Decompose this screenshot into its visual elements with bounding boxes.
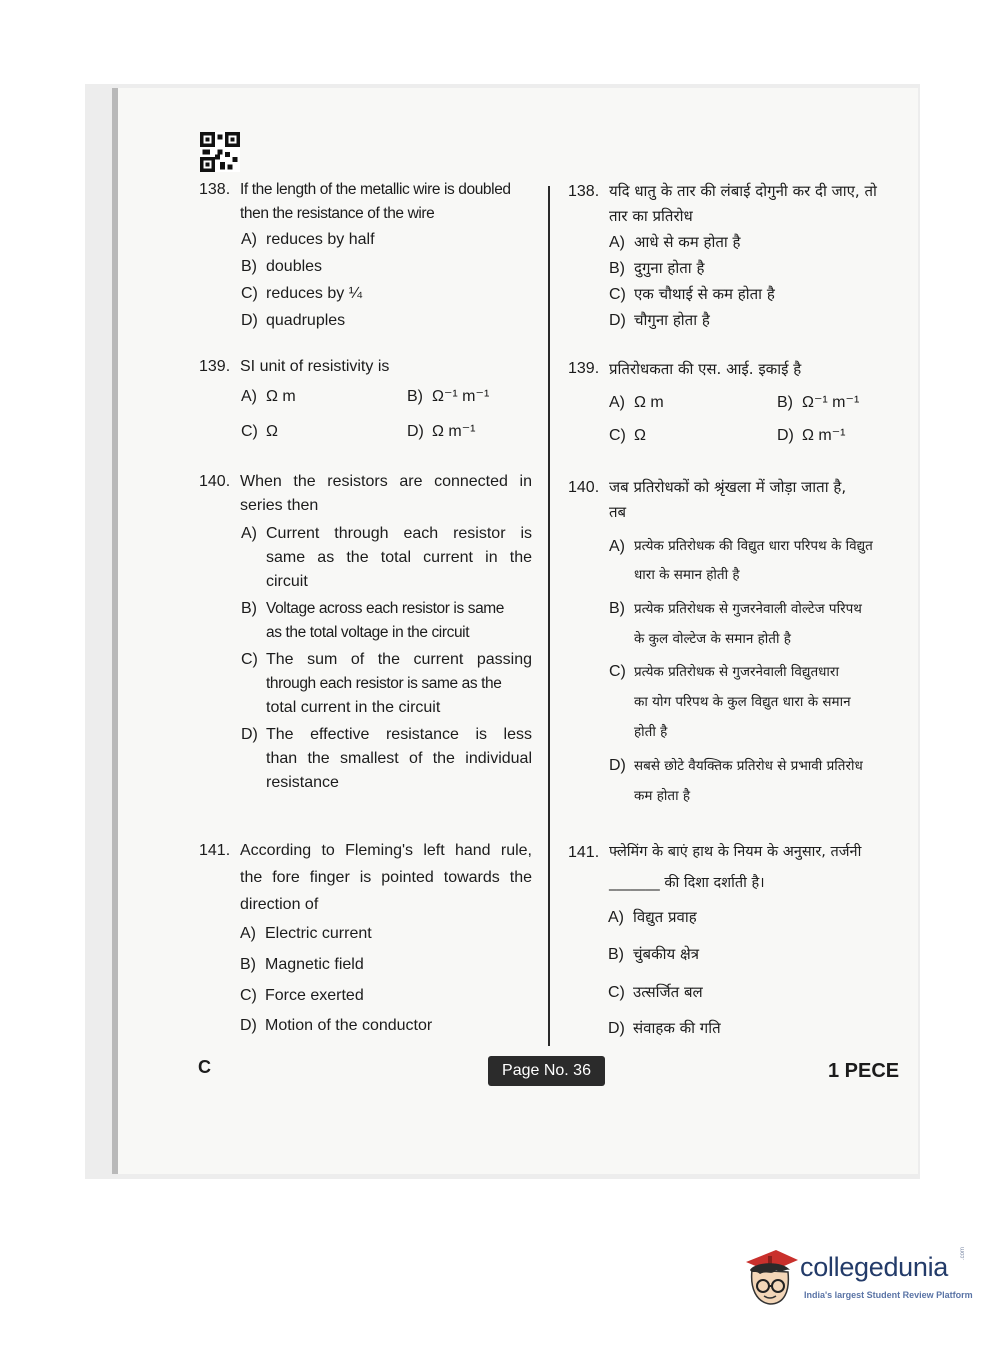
option-d: D) quadruples — [241, 312, 346, 329]
option-a: A) Electric current — [240, 925, 372, 942]
question-number: 140. — [199, 473, 231, 490]
option-a: A) reduces by half — [241, 231, 375, 248]
question-stem: प्रतिरोधकता की एस. आई. इकाई है — [609, 360, 802, 378]
option-b: B) Magnetic field — [240, 956, 364, 973]
mascot-icon — [742, 1248, 800, 1312]
option-b: B) चुंबकीय क्षेत्र — [608, 945, 699, 963]
option-b: B) Voltage across each resistor is same as the total voltage in the circuit — [241, 600, 505, 641]
option-d: D) Ω m⁻¹ — [777, 427, 846, 444]
question-stem: According to Fleming's left hand rule, the fore finger is pointed towards the direction of — [240, 842, 532, 913]
question-138 — [199, 178, 539, 228]
option-d: D) The effective resistance is less than the smallest of the individual resistance — [241, 726, 532, 791]
question-139-hindi — [568, 357, 903, 381]
option-b: B) Ω⁻¹ m⁻¹ — [777, 394, 860, 411]
logo-dotcom: .com — [960, 1246, 966, 1260]
option-c: C) Ω — [609, 427, 646, 444]
paper-code: 1 PECE — [828, 1060, 900, 1082]
option-c: C) reduces by ¼ — [241, 285, 363, 302]
option-d: D) चौगुना होता है — [609, 311, 710, 329]
option-b: B) दुगुना होता है — [609, 259, 705, 277]
question-141 — [199, 837, 539, 917]
question-141-hindi — [568, 837, 903, 899]
option-a: A) प्रत्येक प्रतिरोधक की विद्युत धारा परिपथ के विद्युत धारा के समान होती है — [609, 538, 873, 583]
question-stem: फ्लेमिंग के बाएं हाथ के नियम के अनुसार, तर्जनी _______ की दिशा दर्शाती है। — [609, 844, 862, 891]
option-c: C) The sum of the current passing through each resistor is same as the total current in the circuit — [241, 651, 532, 716]
option-c: C) Force exerted — [240, 987, 364, 1004]
logo-wordmark: collegedunia — [800, 1252, 949, 1282]
question-138-hindi — [568, 179, 903, 231]
page-number: Page No. 36 — [488, 1056, 605, 1086]
question-number: 141. — [568, 844, 600, 861]
qr-code-icon — [200, 132, 240, 172]
question-stem: If the length of the metallic wire is doubled then the resistance of the wire — [240, 181, 511, 222]
option-a: A) Ω m — [609, 394, 664, 411]
question-number: 138. — [568, 183, 600, 200]
question-number: 139. — [568, 360, 600, 377]
logo-tagline: India's largest Student Review Platform — [804, 1290, 973, 1300]
option-c: C) Ω — [241, 423, 278, 440]
option-c: C) प्रत्येक प्रतिरोधक से गुजरनेवाली विद्युतधारा का योग परिपथ के कुल विद्युत धारा के समान होती है — [609, 663, 851, 740]
collegedunia-logo — [742, 1248, 972, 1312]
question-number: 139. — [199, 358, 231, 375]
option-d: D) Ω m⁻¹ — [407, 423, 476, 440]
option-b: B) Ω⁻¹ m⁻¹ — [407, 388, 490, 405]
option-a: A) विद्युत प्रवाह — [608, 908, 697, 926]
question-stem: SI unit of resistivity is — [240, 358, 390, 375]
question-number: 140. — [568, 479, 600, 496]
booklet-series: C — [198, 1057, 211, 1077]
option-d: D) Motion of the conductor — [240, 1017, 433, 1034]
option-c: C) उत्सर्जित बल — [608, 983, 703, 1001]
question-stem: यदि धातु के तार की लंबाई दोगुनी कर दी जाए, तो तार का प्रतिरोध — [609, 182, 877, 225]
option-a: A) Current through each resistor is same as the total current in the circuit — [241, 525, 532, 590]
column-divider — [548, 186, 550, 1046]
option-a: A) Ω m — [241, 388, 296, 405]
question-stem: When the resistors are connected in series then — [240, 473, 532, 514]
question-140 — [199, 470, 539, 520]
option-b: B) प्रत्येक प्रतिरोधक से गुजरनेवाली वोल्टेज परिपथ के कुल वोल्टेज के समान होती है — [609, 600, 862, 647]
question-stem: जब प्रतिरोधकों को श्रृंखला में जोड़ा जाता है, तब — [609, 478, 847, 521]
option-d: D) सबसे छोटे वैयक्तिक प्रतिरोध से प्रभावी प्रतिरोध कम होता है — [609, 757, 863, 804]
option-a: A) आधे से कम होता है — [609, 233, 741, 251]
option-d: D) संवाहक की गति — [608, 1019, 721, 1037]
option-c: C) एक चौथाई से कम होता है — [609, 285, 775, 303]
question-number: 141. — [199, 842, 231, 859]
question-140-hindi — [568, 475, 903, 527]
question-number: 138. — [199, 181, 231, 198]
option-b: B) doubles — [241, 258, 323, 275]
question-139 — [199, 355, 539, 379]
